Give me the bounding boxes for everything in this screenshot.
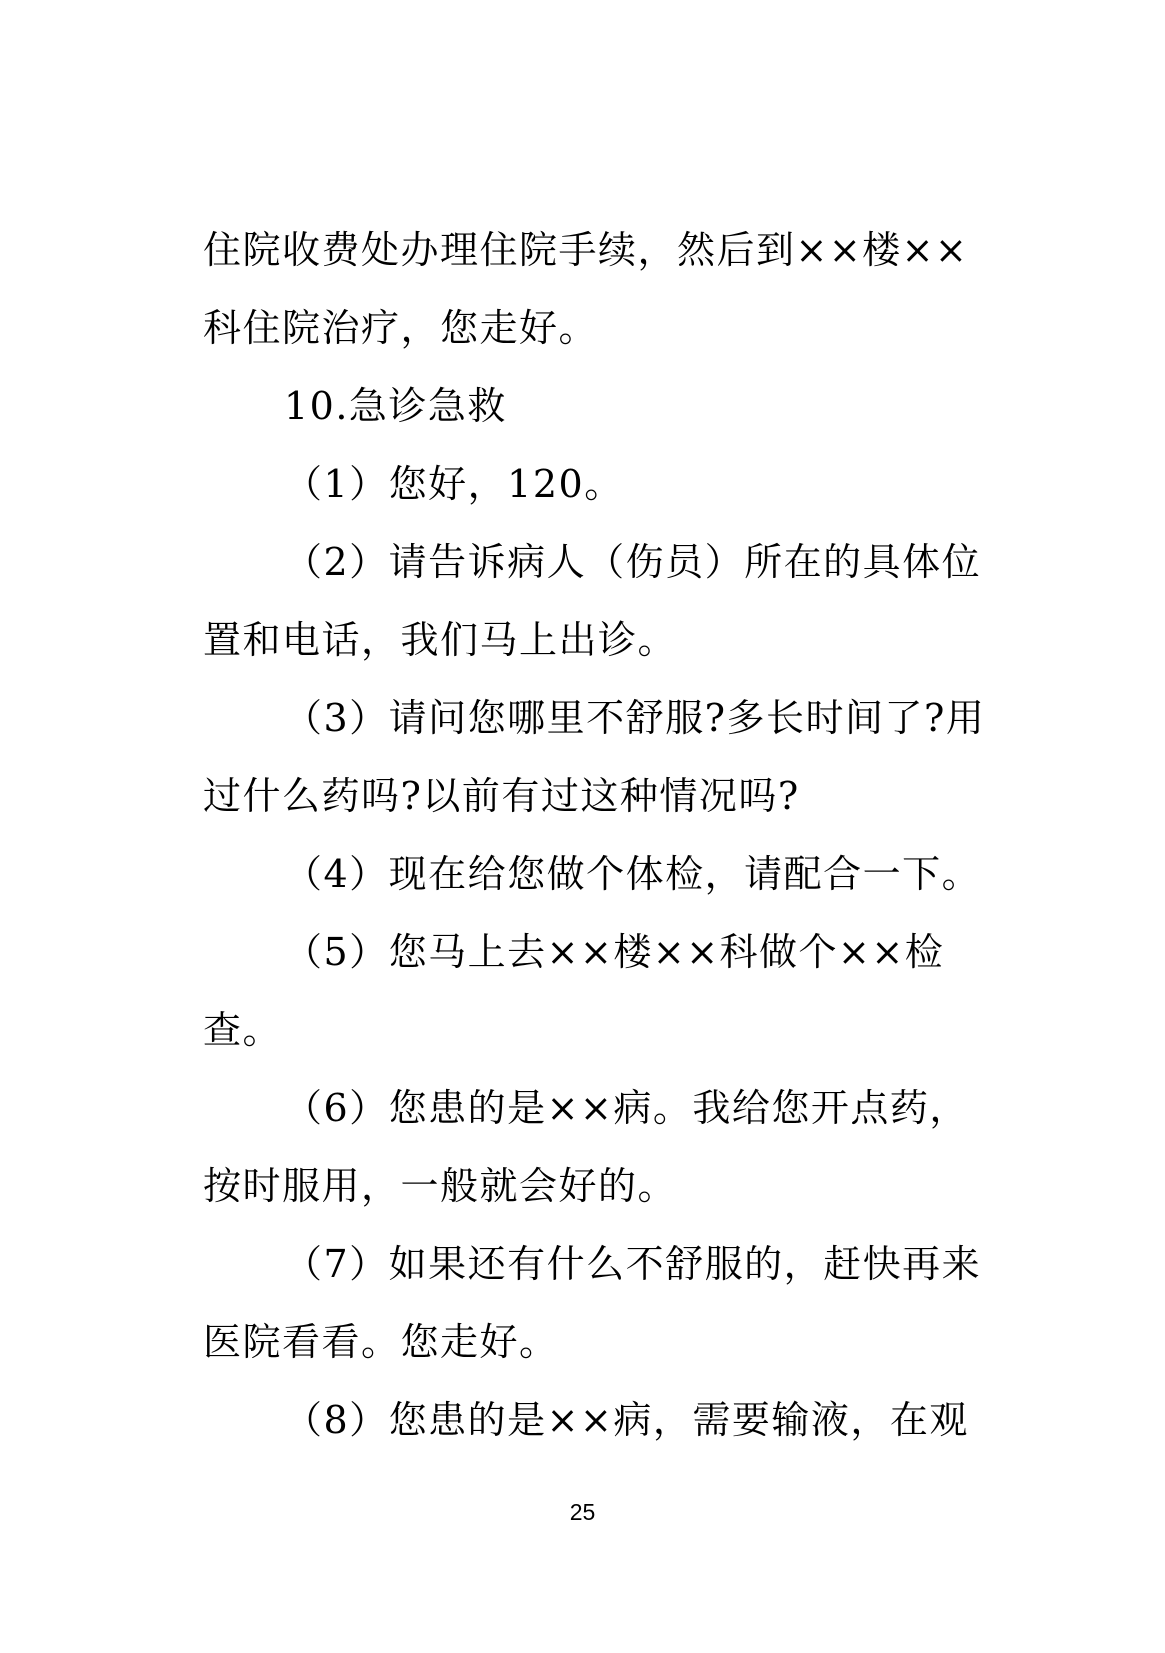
body-line-6: 置和电话，我们马上出诊。	[203, 618, 678, 662]
body-line-4: （1）您好，120。	[284, 462, 624, 506]
body-line-7: （3）请问您哪里不舒服?多长时间了?用	[284, 696, 986, 740]
body-line-15: 医院看看。您走好。	[203, 1320, 559, 1364]
page-number: 25	[569, 1499, 596, 1525]
body-line-11: 查。	[203, 1008, 283, 1052]
section-heading: 10.急诊急救	[284, 384, 507, 428]
body-line-14: （7）如果还有什么不舒服的，赶快再来	[284, 1242, 982, 1286]
body-line-2: 科住院治疗，您走好。	[203, 306, 599, 350]
body-line-5: （2）请告诉病人（伤员）所在的具体位	[284, 540, 982, 584]
body-line-8: 过什么药吗?以前有过这种情况吗?	[203, 774, 800, 818]
body-line-12: （6）您患的是××病。我给您开点药，	[284, 1086, 969, 1130]
body-line-9: （4）现在给您做个体检，请配合一下。	[284, 852, 982, 896]
body-line-13: 按时服用，一般就会好的。	[203, 1164, 678, 1208]
body-line-16: （8）您患的是××病，需要输液，在观	[284, 1398, 969, 1442]
body-line-10: （5）您马上去××楼××科做个××检	[284, 930, 945, 974]
body-line-1: 住院收费处办理住院手续，然后到××楼××	[203, 228, 969, 272]
